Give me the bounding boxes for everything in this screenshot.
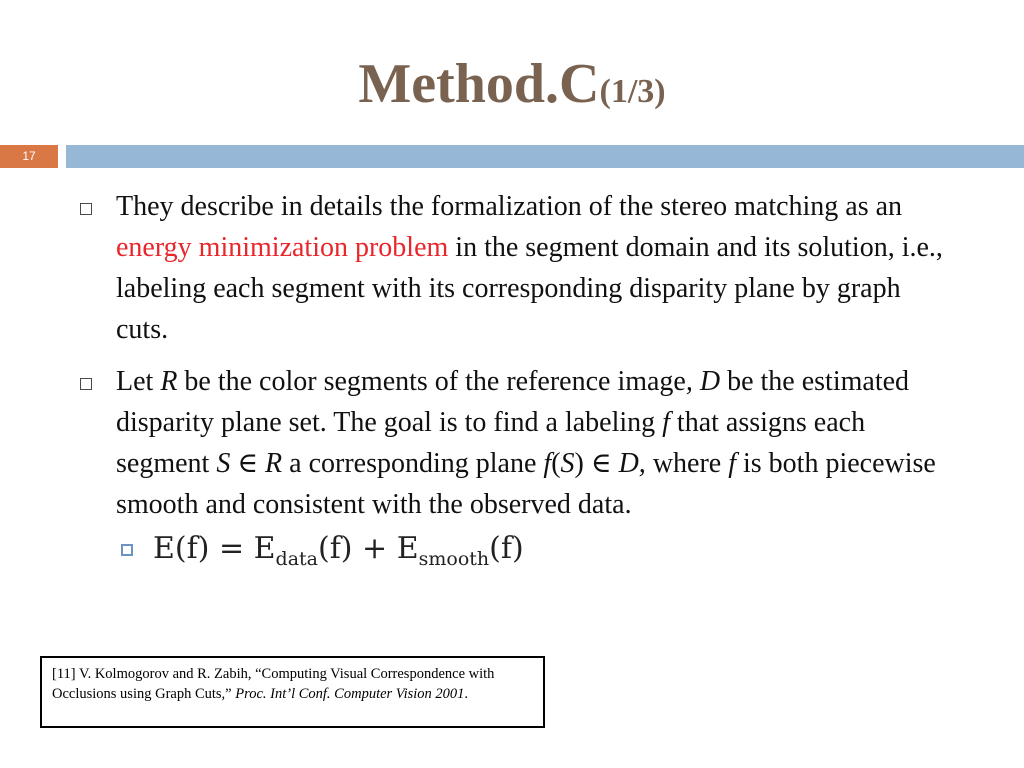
square-sub-bullet-icon bbox=[121, 544, 133, 556]
reference-end: . bbox=[464, 686, 469, 702]
text-segment: They describe in details the formalization of the stereo matching as an bbox=[116, 191, 903, 222]
equation-sub-data: data bbox=[275, 548, 318, 570]
bullet-item bbox=[78, 361, 958, 525]
text-segment: where bbox=[645, 448, 729, 479]
text-segment: D, bbox=[618, 448, 646, 479]
slide-number: 17 bbox=[0, 145, 58, 168]
text-segment: is both piecewise smooth and consistent with the observed data. bbox=[116, 448, 936, 520]
text-segment: S bbox=[216, 448, 231, 479]
text-segment: ∈ bbox=[230, 448, 266, 479]
text-segment: R bbox=[160, 366, 178, 397]
slide-title-part: (1/3) bbox=[599, 73, 666, 110]
slide-title bbox=[0, 52, 1024, 124]
text-segment: that assigns each segment bbox=[116, 407, 866, 479]
bullet-text bbox=[116, 366, 936, 520]
text-segment: f bbox=[662, 407, 670, 438]
square-bullet-icon bbox=[80, 203, 92, 215]
highlight-text: energy minimization problem bbox=[116, 232, 449, 263]
energy-equation bbox=[153, 528, 524, 580]
slide-title-main: Method.C bbox=[358, 53, 600, 115]
text-segment: in the segment domain and its solution, i.e., labeling each segment with its corresponding disparity plane by graph cuts. bbox=[116, 232, 943, 345]
text-segment: be the estimated disparity plane set. The goal is to find a labeling bbox=[116, 366, 910, 438]
equation-tail: (f) bbox=[489, 531, 524, 566]
text-segment: Let bbox=[116, 366, 161, 397]
title-divider bbox=[0, 145, 1024, 168]
divider-bar bbox=[66, 145, 1024, 168]
text-segment: S bbox=[560, 448, 575, 479]
text-segment: ) ∈ bbox=[574, 448, 619, 479]
text-segment: a corresponding plane bbox=[282, 448, 544, 479]
equation-item bbox=[119, 531, 958, 582]
bullet-text bbox=[116, 191, 943, 345]
text-segment: be the color segments of the reference image bbox=[177, 366, 686, 397]
bullet-item bbox=[78, 186, 958, 350]
reference-venue: Proc. Int’l Conf. Computer Vision 2001 bbox=[235, 686, 465, 702]
equation-lhs: E(f) = E bbox=[153, 531, 276, 566]
equation-sub-smooth: smooth bbox=[418, 548, 490, 570]
reference-text: [11] V. Kolmogorov and R. Zabih, “Computing Visual Correspondence with Occlusions using Graph Cuts,” bbox=[52, 666, 495, 702]
text-segment: f bbox=[543, 448, 552, 479]
slide-content bbox=[78, 186, 958, 582]
text-segment: ( bbox=[551, 448, 561, 479]
text-segment: R bbox=[265, 448, 283, 479]
square-bullet-icon bbox=[80, 378, 92, 390]
equation-mid: (f) + E bbox=[317, 531, 419, 566]
reference-box bbox=[40, 656, 545, 728]
text-segment: f bbox=[728, 448, 736, 479]
text-segment: , D bbox=[685, 366, 721, 397]
